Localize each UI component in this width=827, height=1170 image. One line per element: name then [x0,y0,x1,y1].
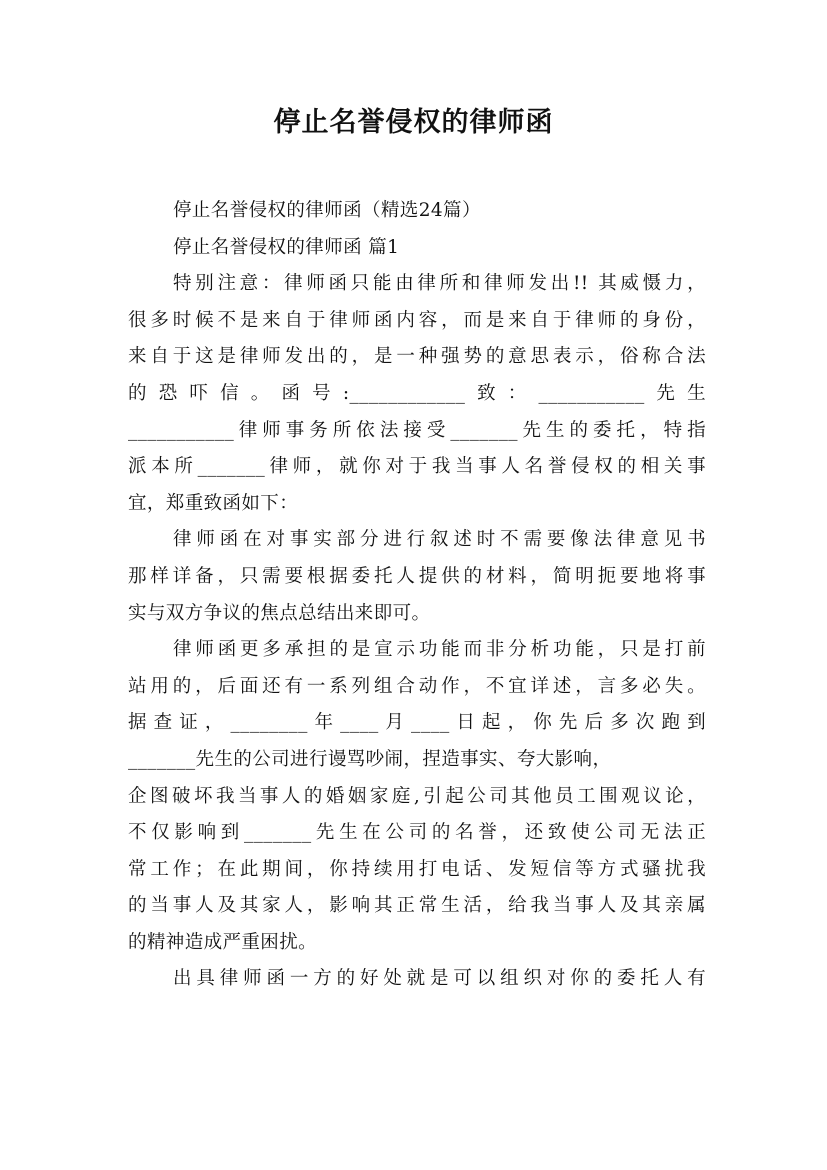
body-line: 宜，郑重致函如下： [128,492,299,514]
body-line: 律师函更多承担的是宣示功能而非分析功能，只是打前 [173,639,706,661]
body-line: 常工作；在此期间，你持续用打电话、发短信等方式骚扰我 [128,858,706,880]
body-line: 实与双方争议的焦点总结出来即可。 [128,602,431,624]
body-line: ___________律师事务所依法接受_______先生的委托，特指 [128,419,706,441]
body-line: 派本所_______律师，就你对于我当事人名誉侵权的相关事 [128,456,706,478]
body-line: 来自于这是律师发出的，是一种强势的意思表示，俗称合法 [128,346,706,368]
body-line: 企图破坏我当事人的婚姻家庭,引起公司其他员工围观议论， [128,785,706,807]
body-line: _______先生的公司进行谩骂吵闹，捏造事实、夸大影响， [128,748,612,770]
body-line: 出具律师函一方的好处就是可以组织对你的委托人有 [173,968,706,990]
body-line: 站用的，后面还有一系列组合动作，不宜详述，言多必失。 [128,675,706,697]
document-title: 停止名誉侵权的律师函 [273,107,554,138]
body-line: 的当事人及其家人，影响其正常生活，给我当事人及其亲属 [128,895,706,917]
body-line: 停止名誉侵权的律师函 篇1 [173,236,400,258]
body-line: 律师函在对事实部分进行叙述时不需要像法律意见书 [173,529,706,551]
body-line: 很多时候不是来自于律师函内容，而是来自于律师的身份， [128,309,706,331]
body-line: 的精神造成严重困扰。 [128,931,318,953]
body-line: 停止名誉侵权的律师函（精选24篇） [173,200,481,221]
body-line: 据查证，________年____月____日起，你先后多次跑到 [128,712,706,734]
body-line: 那样详备，只需要根据委托人提供的材料，简明扼要地将事 [128,565,706,587]
document-body [128,193,706,998]
body-line: 的恐吓信。函号:____________致：___________先生 [128,382,706,404]
body-line: 不仅影响到_______先生在公司的名誉，还致使公司无法正 [128,822,706,844]
body-line: 特别注意：律师函只能由律所和律师发出!! 其威慑力， [173,273,706,295]
